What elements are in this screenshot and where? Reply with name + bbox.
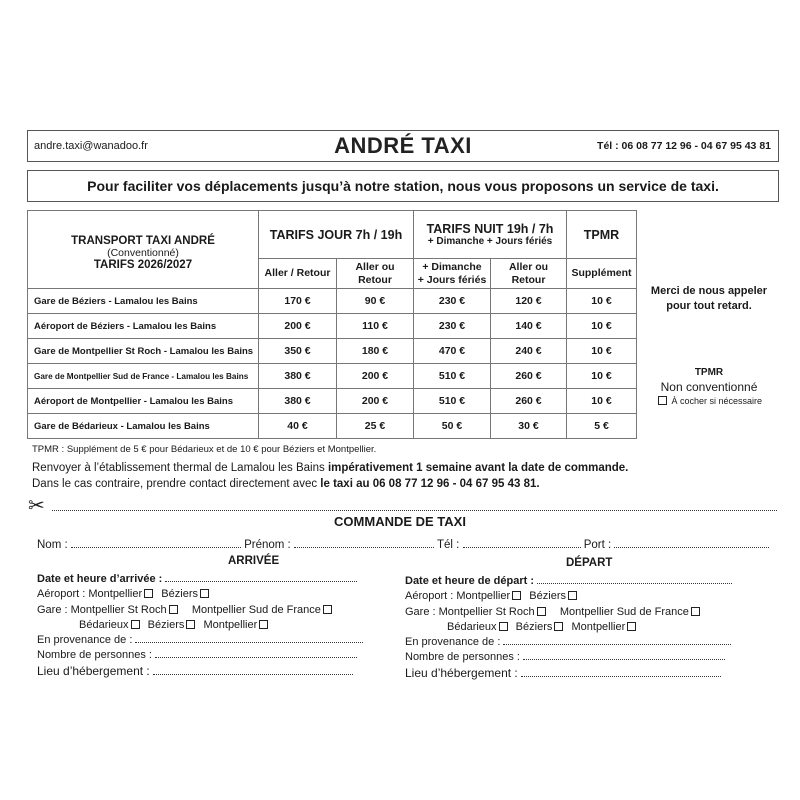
departure-persons-row xyxy=(405,650,732,665)
departure-title: DÉPART xyxy=(566,557,613,569)
arrival-date-label: Date et heure d’arrivée : xyxy=(37,573,163,585)
prenom-field[interactable] xyxy=(294,538,434,548)
departure-section xyxy=(405,574,732,681)
day-tariffs-header: TARIFS JOUR 7h / 19h xyxy=(259,211,414,259)
route-cell: Gare de Béziers - Lamalou les Bains xyxy=(28,289,259,314)
tariff-table xyxy=(27,210,637,439)
arrival-provenance-label: En provenance de : xyxy=(37,634,133,647)
day-one-way-line1: Aller ou xyxy=(355,260,395,273)
contact-phone-text: le taxi au 06 08 77 12 96 - 04 67 95 43 81. xyxy=(320,478,540,490)
departure-montpellier-label: Montpellier xyxy=(571,620,626,633)
day-one-way-price: 90 € xyxy=(337,289,414,314)
night-round-trip-price: 510 € xyxy=(414,389,491,414)
tpmr-title: TPMR xyxy=(694,367,724,378)
day-one-way-price: 25 € xyxy=(337,414,414,439)
email-address[interactable]: andre.taxi@wanadoo.fr xyxy=(34,140,148,152)
night-round-trip-line2: + Jours fériés xyxy=(417,273,487,286)
departure-lodging-label: Lieu d’hébergement : xyxy=(405,665,518,680)
arrival-station-stroch-checkbox[interactable] xyxy=(169,605,178,614)
day-one-way-line2: Retour xyxy=(358,273,392,286)
departure-station-stroch-checkbox[interactable] xyxy=(537,607,546,616)
night-round-trip-line1: + Dimanche xyxy=(422,260,482,273)
arrival-lodging-row xyxy=(37,664,363,679)
header-box xyxy=(27,130,779,162)
night-round-trip-price: 50 € xyxy=(414,414,491,439)
arrival-montpellier-checkbox[interactable] xyxy=(259,620,268,629)
day-one-way-price: 180 € xyxy=(337,339,414,364)
departure-airport-montpellier-checkbox[interactable] xyxy=(512,591,521,600)
company-title: ANDRÉ TAXI xyxy=(334,133,472,158)
departure-bedarieux-checkbox[interactable] xyxy=(499,622,508,631)
departure-persons-field[interactable] xyxy=(523,650,725,660)
day-round-trip-price: 350 € xyxy=(259,339,337,364)
arrival-station-sud-label: Montpellier Sud de France xyxy=(191,603,321,616)
tpmr-supplement-note: TPMR : Supplément de 5 € pour Bédarieux et de 10 € pour Béziers et Montpellier. xyxy=(32,444,377,455)
tpmr-supplement-price: 5 € xyxy=(567,414,637,439)
table-row xyxy=(28,314,637,339)
arrival-beziers-checkbox[interactable] xyxy=(186,620,195,629)
subtitle-text: Pour faciliter vos déplacements jusqu’à notre station, nous vous proposons un service de taxi. xyxy=(87,178,719,194)
arrival-lodging-field[interactable] xyxy=(153,665,353,675)
return-instruction-text: Renvoyer à l’établissement thermal de Lamalou les Bains xyxy=(32,462,328,474)
day-round-trip-header: Aller / Retour xyxy=(259,259,337,289)
late-call-line1: Merci de nous appeler xyxy=(650,285,768,297)
day-round-trip-price: 380 € xyxy=(259,389,337,414)
departure-provenance-field[interactable] xyxy=(503,635,731,645)
night-one-way-price: 140 € xyxy=(491,314,567,339)
departure-airport-beziers-label: Béziers xyxy=(529,590,566,603)
departure-date-row xyxy=(405,574,732,589)
arrival-provenance-row xyxy=(37,633,363,648)
arrival-provenance-field[interactable] xyxy=(135,633,363,643)
arrival-airport-row xyxy=(37,587,363,602)
departure-station-row2 xyxy=(405,620,732,635)
tpmr-supplement-header: Supplément xyxy=(567,259,637,289)
route-cell: Aéroport de Montpellier - Lamalou les Bains xyxy=(28,389,259,414)
night-round-trip-price: 230 € xyxy=(414,289,491,314)
night-one-way-price: 240 € xyxy=(491,339,567,364)
arrival-title: ARRIVÉE xyxy=(228,555,280,567)
subtitle-box xyxy=(27,170,779,202)
departure-montpellier-checkbox[interactable] xyxy=(627,622,636,631)
port-label: Port : xyxy=(583,539,612,551)
arrival-bedarieux-checkbox[interactable] xyxy=(131,620,140,629)
departure-station-sud-checkbox[interactable] xyxy=(691,607,700,616)
night-round-trip-price: 470 € xyxy=(414,339,491,364)
arrival-station-sud-checkbox[interactable] xyxy=(323,605,332,614)
day-one-way-price: 200 € xyxy=(337,389,414,414)
night-round-trip-price: 230 € xyxy=(414,314,491,339)
night-one-way-line1: Aller ou xyxy=(508,260,549,273)
arrival-date-field[interactable] xyxy=(165,572,357,582)
night-round-trip-header xyxy=(414,259,491,289)
departure-airport-montpellier-label: Aéroport : Montpellier xyxy=(405,590,511,603)
departure-bedarieux-label: Bédarieux xyxy=(447,620,497,633)
table-row xyxy=(28,414,637,439)
night-round-trip-price: 510 € xyxy=(414,364,491,389)
arrival-persons-field[interactable] xyxy=(155,648,357,658)
tpmr-header: TPMR xyxy=(567,211,637,259)
phone-numbers: Tél : 06 08 77 12 96 - 04 67 95 43 81 xyxy=(597,140,771,152)
arrival-beziers-label: Béziers xyxy=(147,618,185,631)
arrival-date-row xyxy=(37,572,363,587)
night-one-way-price: 120 € xyxy=(491,289,567,314)
table-row xyxy=(28,364,637,389)
tpmr-supplement-price: 10 € xyxy=(567,314,637,339)
tpmr-supplement-price: 10 € xyxy=(567,389,637,414)
day-round-trip-price: 170 € xyxy=(259,289,337,314)
tpmr-non-conventionne: Non conventionné xyxy=(660,380,758,394)
company-transport-label: TRANSPORT TAXI ANDRÉ xyxy=(71,234,215,247)
contact-instruction-text: Dans le cas contraire, prendre contact directement avec xyxy=(32,478,321,490)
table-row xyxy=(28,339,637,364)
route-cell: Gare de Montpellier St Roch - Lamalou les Bains xyxy=(28,339,259,364)
arrival-airport-montpellier-checkbox[interactable] xyxy=(144,589,153,598)
nom-field[interactable] xyxy=(71,538,241,548)
tpmr-supplement-price: 10 € xyxy=(567,339,637,364)
departure-lodging-field[interactable] xyxy=(521,667,721,677)
tpmr-option-block xyxy=(640,367,778,406)
arrival-persons-row xyxy=(37,648,363,663)
night-one-way-price: 260 € xyxy=(491,389,567,414)
table-row xyxy=(28,289,637,314)
arrival-bedarieux-label: Bédarieux xyxy=(79,618,129,631)
arrival-airport-beziers-label: Béziers xyxy=(161,588,198,601)
route-cell: Gare de Montpellier Sud de France - Lamalou les Bains xyxy=(28,364,259,389)
arrival-lodging-label: Lieu d’hébergement : xyxy=(37,663,150,678)
late-call-notice xyxy=(640,284,778,314)
arrival-airport-beziers-checkbox[interactable] xyxy=(200,589,209,598)
contact-fields-row xyxy=(37,538,769,551)
return-deadline-text: impérativement 1 semaine avant la date de commande. xyxy=(327,462,629,474)
departure-date-field[interactable] xyxy=(537,574,732,584)
scissors-icon: ✂ xyxy=(28,495,45,517)
tpmr-checkbox-row[interactable] xyxy=(640,396,778,406)
table-corner-header xyxy=(28,211,259,289)
day-round-trip-price: 40 € xyxy=(259,414,337,439)
departure-lodging-row xyxy=(405,666,732,681)
prenom-label: Prénom : xyxy=(244,539,291,551)
tariffs-year-label: TARIFS 2026/2027 xyxy=(93,258,193,271)
tpmr-supplement-price: 10 € xyxy=(567,364,637,389)
arrival-station-row xyxy=(37,603,363,618)
tel-field[interactable] xyxy=(463,538,581,548)
nom-label: Nom : xyxy=(37,539,68,551)
departure-station-stroch-label: Gare : Montpellier St Roch xyxy=(405,605,535,618)
route-cell: Gare de Bédarieux - Lamalou les Bains xyxy=(28,414,259,439)
departure-date-label: Date et heure de départ : xyxy=(405,575,534,587)
departure-beziers-checkbox[interactable] xyxy=(554,622,563,631)
arrival-airport-montpellier-label: Aéroport : Montpellier xyxy=(37,588,143,601)
arrival-station-stroch-label: Gare : Montpellier St Roch xyxy=(37,603,167,616)
departure-provenance-row xyxy=(405,635,732,650)
arrival-persons-label: Nombre de personnes : xyxy=(37,649,152,662)
departure-beziers-label: Béziers xyxy=(515,620,553,633)
night-one-way-price: 30 € xyxy=(491,414,567,439)
day-one-way-price: 200 € xyxy=(337,364,414,389)
route-cell: Aéroport de Béziers - Lamalou les Bains xyxy=(28,314,259,339)
departure-station-sud-label: Montpellier Sud de France xyxy=(559,605,689,618)
night-one-way-price: 260 € xyxy=(491,364,567,389)
departure-persons-label: Nombre de personnes : xyxy=(405,651,520,664)
contact-instruction xyxy=(32,478,540,490)
departure-provenance-label: En provenance de : xyxy=(405,636,501,649)
departure-airport-row xyxy=(405,589,732,604)
departure-station-row xyxy=(405,605,732,620)
day-one-way-price: 110 € xyxy=(337,314,414,339)
conventionne-label: (Conventionné) xyxy=(107,246,179,259)
night-tariffs-title: TARIFS NUIT 19h / 7h xyxy=(426,222,554,236)
departure-airport-beziers-checkbox[interactable] xyxy=(568,591,577,600)
night-tariffs-header xyxy=(414,211,567,259)
night-one-way-header xyxy=(491,259,567,289)
arrival-montpellier-label: Montpellier xyxy=(203,618,258,631)
tpmr-checkbox[interactable] xyxy=(658,396,667,405)
night-tariffs-subtitle: + Dimanche + Jours fériés xyxy=(427,236,553,247)
tel-label: Tél : xyxy=(436,539,460,551)
table-row xyxy=(28,389,637,414)
cut-line xyxy=(52,510,777,511)
return-instruction xyxy=(32,462,628,474)
arrival-station-row2 xyxy=(37,618,363,633)
tpmr-supplement-price: 10 € xyxy=(567,289,637,314)
late-call-line2: pour tout retard. xyxy=(666,300,752,312)
day-round-trip-price: 380 € xyxy=(259,364,337,389)
arrival-section xyxy=(37,572,363,679)
order-form-title: COMMANDE DE TAXI xyxy=(334,514,466,529)
port-field[interactable] xyxy=(614,538,769,548)
night-one-way-line2: Retour xyxy=(511,273,546,286)
tpmr-checkbox-label: À cocher si nécessaire xyxy=(671,396,763,406)
day-one-way-header xyxy=(337,259,414,289)
day-round-trip-price: 200 € xyxy=(259,314,337,339)
